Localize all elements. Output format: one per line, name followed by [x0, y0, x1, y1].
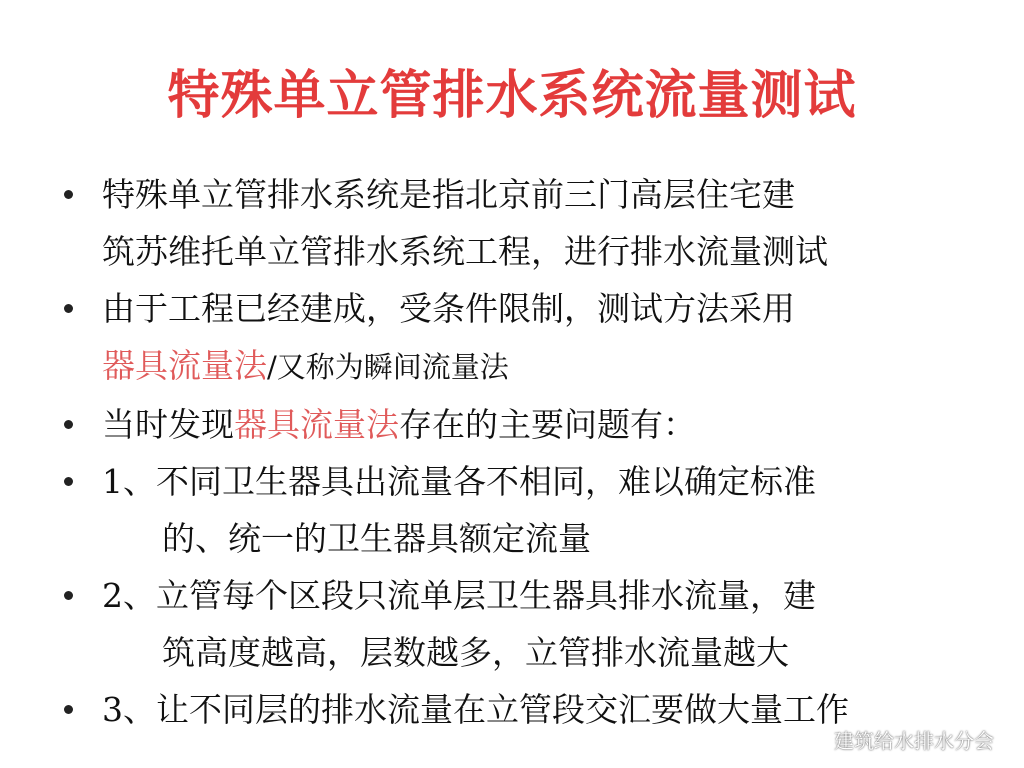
bullet-text-line	[102, 396, 998, 453]
bullet-dot-icon	[64, 190, 73, 199]
bullet-text: 筑高度越高，层数越多，立管排水流量越大	[162, 633, 789, 672]
bullet-item	[58, 166, 998, 280]
watermark	[802, 725, 994, 754]
highlight-text: 器具流量法	[234, 405, 399, 444]
slide-title: 特殊单立管排水系统流量测试	[167, 66, 857, 126]
bullet-text-line2	[102, 337, 998, 396]
bullet-item	[58, 280, 998, 396]
bullet-text: 1、不同卫生器具出流量各不相同，难以确定标准	[102, 462, 816, 501]
bullet-item	[58, 453, 998, 567]
bullet-item	[58, 567, 998, 681]
bullet-list	[58, 166, 998, 738]
bullet-dot-icon	[64, 477, 73, 486]
bullet-text: 由于工程已经建成，受条件限制，测试方法采用	[102, 289, 795, 328]
highlight-text: 器具流量法	[102, 346, 267, 385]
bullet-text: /又称为瞬间流量法	[267, 350, 509, 384]
bullet-text: 存在的主要问题有：	[399, 405, 696, 444]
bullet-text: 筑苏维托单立管排水系统工程，进行排水流量测试	[102, 232, 828, 271]
bullet-text: 特殊单立管排水系统是指北京前三门高层住宅建	[102, 175, 795, 214]
bullet-text: 当时发现	[102, 405, 234, 444]
bullet-dot-icon	[64, 705, 73, 714]
bullet-text: 3、让不同层的排水流量在立管段交汇要做大量工作	[102, 690, 849, 729]
bullet-dot-icon	[64, 304, 73, 313]
bullet-text: 的、统一的卫生器具额定流量	[162, 519, 591, 558]
bullet-dot-icon	[64, 591, 73, 600]
watermark-text: 建筑给水排水分会	[834, 729, 994, 753]
wechat-icon	[802, 727, 828, 753]
bullet-text: 2、立管每个区段只流单层卫生器具排水流量，建	[102, 576, 816, 615]
bullet-item	[58, 396, 998, 453]
bullet-dot-icon	[64, 420, 73, 429]
